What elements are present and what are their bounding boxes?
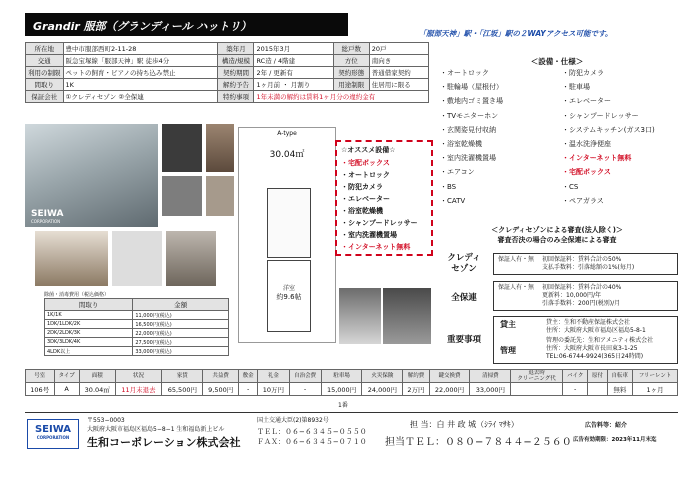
feature-item: ・CATV bbox=[440, 196, 466, 205]
floor-plan-room bbox=[267, 260, 311, 332]
units-cell: 3DK/3LDK/4K bbox=[45, 338, 133, 347]
recommended-title: ☆オススメ設備☆ bbox=[341, 146, 396, 154]
price-header-row bbox=[26, 370, 678, 383]
guarantee-line-text: 支払手数料：引落総額の1%(毎月) bbox=[542, 264, 635, 271]
units-header-cell: 金額 bbox=[133, 299, 229, 311]
toilet-photo bbox=[112, 231, 162, 286]
info-value: 1K bbox=[63, 79, 218, 91]
lessor-line: 住所：大阪府大阪市福島区福島5-8-1 bbox=[546, 327, 646, 334]
price-cell: 11月末退去 bbox=[115, 383, 162, 396]
price-cell: 10万円 bbox=[258, 383, 289, 396]
info-value: ペットの飼育・ピアノの持ち込み禁止 bbox=[63, 67, 218, 79]
company-logo-sub: CORPORATION bbox=[36, 435, 70, 440]
footer bbox=[25, 412, 678, 468]
guarantee-line-tag bbox=[498, 264, 542, 272]
floor-plan-wet-area bbox=[267, 188, 311, 258]
price-cell: 24,000円 bbox=[362, 383, 403, 396]
guarantee-line bbox=[498, 284, 673, 292]
price-header-cell: タイプ bbox=[54, 370, 79, 383]
price-cell: 1ヶ月 bbox=[633, 383, 678, 396]
price-cell: 30.04㎡ bbox=[79, 383, 115, 396]
company-postal: 〒553−0003 bbox=[87, 417, 125, 424]
property-title: Grandir 服部（グランディール ハットリ） bbox=[25, 13, 348, 36]
feature-item: ・浴室乾燥機 bbox=[440, 139, 482, 148]
info-label: 解約予告 bbox=[218, 79, 254, 91]
recommended-list bbox=[341, 157, 427, 253]
floor-type-label: A-type bbox=[277, 130, 297, 137]
units-cell: 16,500円(税込) bbox=[133, 320, 229, 329]
info-value: 豊中市服部西町2-11-28 bbox=[63, 43, 218, 55]
photo-logo-sub: CORPORATION bbox=[31, 219, 61, 224]
units-row bbox=[45, 338, 229, 347]
guarantee-line bbox=[498, 292, 673, 300]
manager-line: 管理の委託先：生和アメニティ株式会社 bbox=[546, 337, 654, 344]
info-label: 特約事項 bbox=[218, 91, 254, 103]
info-label: 利用の制限 bbox=[26, 67, 64, 79]
manager-label: 管理 bbox=[500, 346, 516, 355]
manager-line: 住所：大阪府大阪市長田東3-1-25 bbox=[546, 345, 638, 352]
price-cell bbox=[511, 383, 563, 396]
price-cell: - bbox=[239, 383, 258, 396]
company-address: 大阪府大阪市福島区福島5−8−1 生和福島新上ビル bbox=[87, 426, 225, 433]
price-header-cell: 状況 bbox=[115, 370, 162, 383]
guarantee-line-tag: 保証人有・無 bbox=[498, 284, 535, 291]
price-header-cell: フリーレント bbox=[633, 370, 678, 383]
price-header-cell: 鍵交換費 bbox=[429, 370, 470, 383]
price-header-cell: 火災保険 bbox=[362, 370, 403, 383]
features-panel bbox=[436, 56, 678, 216]
feature-item: ・駐輪場（屋根付） bbox=[440, 83, 503, 92]
feature-item: ・シャンプードレッサー bbox=[562, 111, 639, 120]
feature-item: ・エレベーター bbox=[562, 97, 611, 106]
info-row bbox=[26, 43, 429, 55]
price-cell: 2万円 bbox=[403, 383, 429, 396]
info-label: 用途制限 bbox=[333, 79, 369, 91]
price-cell: 106号 bbox=[26, 383, 55, 396]
price-header-cell: 駐車場 bbox=[321, 370, 362, 383]
juyo-label: 重要事項 bbox=[446, 335, 481, 345]
zenpo-box bbox=[493, 281, 678, 311]
price-cell: 無料 bbox=[607, 383, 633, 396]
guarantee-line-text: 初回保証料：賃料合計の40% bbox=[542, 284, 622, 291]
units-row bbox=[45, 311, 229, 320]
guarantee-line-text: 更新料：10,000円/年 bbox=[542, 292, 602, 299]
price-header-cell: バイク bbox=[562, 370, 587, 383]
lessor-label: 貸主 bbox=[500, 320, 516, 329]
guarantee-line bbox=[498, 300, 673, 308]
info-label: 保証会社 bbox=[26, 91, 64, 103]
recommended-item: ・インターネット無料 bbox=[341, 243, 411, 251]
units-cell: 22,000円(税込) bbox=[133, 329, 229, 338]
company-fax: ＦＡＸ：０６−６３４５−０７１０ bbox=[257, 438, 367, 446]
guarantee-heading bbox=[436, 225, 678, 245]
license-number: 国土交通大臣(2)第8932号 bbox=[257, 417, 329, 424]
units-header-cell: 間取り bbox=[45, 299, 133, 311]
feature-item: ・温水洗浄便座 bbox=[562, 139, 611, 148]
floor-area: 30.04㎡ bbox=[269, 150, 305, 160]
price-cell: - bbox=[562, 383, 587, 396]
company-logo-text: SEIWA bbox=[34, 424, 72, 435]
mailbox-photo bbox=[162, 176, 202, 216]
building-photo bbox=[25, 124, 158, 227]
price-header-cell: 退去時 クリーニング代 bbox=[511, 370, 563, 383]
price-header-cell: 面積 bbox=[79, 370, 115, 383]
price-header-cell: 礼金 bbox=[258, 370, 289, 383]
room-size: 約9.6帖 bbox=[276, 293, 302, 301]
price-header-cell: 号室 bbox=[26, 370, 55, 383]
feature-item: ・CS bbox=[562, 182, 579, 191]
price-header-cell: 自治会費 bbox=[289, 370, 321, 383]
property-info-table bbox=[25, 42, 429, 103]
price-row bbox=[26, 383, 678, 396]
price-header-cell: 家賃 bbox=[162, 370, 203, 383]
info-row bbox=[26, 79, 429, 91]
ad-expiry: 広告有効期限：2023年11月末迄 bbox=[573, 437, 657, 443]
zenpo-label: 全保連 bbox=[451, 293, 477, 303]
info-value: RC造 / 4階建 bbox=[254, 55, 333, 67]
info-label: 交通 bbox=[26, 55, 64, 67]
units-cell: 1DK/1LDK/2K bbox=[45, 320, 133, 329]
units-header-row bbox=[45, 299, 229, 311]
recommended-item: ・室内洗濯機置場 bbox=[341, 231, 397, 239]
guarantee-line bbox=[498, 256, 673, 264]
fee-note: 広告料等：紹介 bbox=[585, 422, 628, 429]
info-label: 契約形態 bbox=[333, 67, 369, 79]
price-cell: 9,500円 bbox=[203, 383, 239, 396]
price-cell: 22,000円 bbox=[429, 383, 470, 396]
info-label: 構造/規模 bbox=[218, 55, 254, 67]
units-cell: 33,000円(税込) bbox=[133, 347, 229, 356]
room-label: 洋室 bbox=[282, 285, 295, 292]
recommended-item: ・浴室乾燥機 bbox=[341, 207, 383, 215]
info-label: 契約期間 bbox=[218, 67, 254, 79]
units-caption: 除菌・消毒費用（税込価格） bbox=[44, 292, 110, 298]
features-left-column bbox=[440, 66, 560, 208]
credit-saison-box bbox=[493, 253, 678, 275]
price-header-cell: 敷金 bbox=[239, 370, 258, 383]
features-right-column bbox=[562, 66, 682, 208]
recommended-item: ・防犯カメラ bbox=[341, 183, 383, 191]
info-value: 住居用に限る bbox=[369, 79, 428, 91]
entrance-photo bbox=[206, 124, 234, 172]
units-row bbox=[45, 347, 229, 356]
lessor-line: 貸主：生和不動産保証株式会社 bbox=[546, 319, 631, 326]
units-cell: 11,000円(税込) bbox=[133, 311, 229, 320]
price-header-cell: 原付 bbox=[588, 370, 607, 383]
guarantee-title-1: ＜クレディセゾンによる審査(法人除く)＞ bbox=[491, 226, 623, 234]
info-row bbox=[26, 55, 429, 67]
features-heading: ＜設備・仕様＞ bbox=[530, 57, 584, 66]
guarantee-line bbox=[498, 264, 673, 272]
feature-item: ・敷地内ゴミ置き場 bbox=[440, 97, 503, 106]
guarantee-line-text: 引落手数料：200円(税別)/月 bbox=[542, 300, 621, 307]
feature-item: ・宅配ボックス bbox=[562, 168, 611, 177]
staff-tel: 担当ＴＥＬ：０８０−７８４４−２５６０ bbox=[385, 437, 572, 448]
feature-item: ・TVモニターホン bbox=[440, 111, 499, 120]
info-label: 築年月 bbox=[218, 43, 254, 55]
recommended-item: ・エレベーター bbox=[341, 195, 390, 203]
credit-saison-lines bbox=[498, 256, 673, 272]
room-photo bbox=[35, 231, 108, 286]
guarantee-line-tag bbox=[498, 292, 542, 300]
price-header-cell: 解約費 bbox=[403, 370, 429, 383]
price-cell: 65,500円 bbox=[162, 383, 203, 396]
price-header-cell: 共益費 bbox=[203, 370, 239, 383]
feature-item: ・駐車場 bbox=[562, 83, 590, 92]
manager-line: TEL:06-6744-9924(365日24時間) bbox=[546, 353, 644, 360]
recommended-features-box bbox=[335, 140, 433, 256]
units-row bbox=[45, 320, 229, 329]
photo-logo: SEIWA bbox=[31, 209, 64, 219]
info-value: 1年未満の解約は賃料1ヶ月分の違約金有 bbox=[254, 91, 429, 103]
units-cell: 27,500円(税込) bbox=[133, 338, 229, 347]
info-label: 総戸数 bbox=[333, 43, 369, 55]
company-logo bbox=[27, 419, 79, 449]
kitchen-photo bbox=[383, 288, 431, 344]
units-cell: 4LDK以上 bbox=[45, 347, 133, 356]
guarantee-title-2: 審査否決の場合のみ全保連による審査 bbox=[497, 236, 617, 244]
info-value: ①クレディセゾン ②全保連 bbox=[63, 91, 218, 103]
price-cell bbox=[588, 383, 607, 396]
info-row bbox=[26, 91, 429, 103]
hall-photo bbox=[206, 176, 234, 216]
info-value: 1ヶ月前 ・ 月割り bbox=[254, 79, 333, 91]
access-note: 「服部天神」駅・「江坂」駅の２WAYアクセス可能です。 bbox=[418, 29, 613, 38]
recommended-item: ・シャンプードレッサー bbox=[341, 219, 418, 227]
price-header-cell: 自転車 bbox=[607, 370, 633, 383]
bath-photo bbox=[166, 231, 216, 286]
price-cell: 33,000円 bbox=[470, 383, 511, 396]
price-footnote: 1番 bbox=[338, 402, 348, 409]
feature-item: ・室内洗濯機置場 bbox=[440, 154, 496, 163]
guarantee-line-text: 初回保証料：賃料合計の50% bbox=[542, 256, 622, 263]
info-value: 2年 / 更新有 bbox=[254, 67, 333, 79]
feature-item: ・エアコン bbox=[440, 168, 475, 177]
price-header-cell: 清掃費 bbox=[470, 370, 511, 383]
recommended-item: ・オートロック bbox=[341, 171, 390, 179]
feature-item: ・BS bbox=[440, 182, 457, 191]
guarantee-line-tag: 保証人有・無 bbox=[498, 256, 535, 263]
credit-saison-label: クレディ セゾン bbox=[447, 253, 481, 274]
info-row bbox=[26, 67, 429, 79]
lessor-lines bbox=[546, 319, 646, 335]
disinfection-fee-table bbox=[44, 298, 229, 356]
recommended-item: ・宅配ボックス bbox=[341, 159, 390, 167]
price-table bbox=[25, 369, 678, 396]
info-value: 2015年3月 bbox=[254, 43, 333, 55]
zenpo-lines bbox=[498, 284, 673, 308]
info-label: 所在地 bbox=[26, 43, 64, 55]
info-value: 20戸 bbox=[369, 43, 428, 55]
floor-plan bbox=[238, 127, 336, 343]
price-cell: 15,000円 bbox=[321, 383, 362, 396]
price-cell: A bbox=[54, 383, 79, 396]
juyo-box bbox=[493, 316, 678, 364]
feature-item: ・玄関姿見付収納 bbox=[440, 125, 496, 134]
staff-name: 担 当：白 井 政 城（ｼﾗｲ ﾏｻｷ） bbox=[410, 420, 519, 429]
feature-item: ・防犯カメラ bbox=[562, 69, 604, 77]
info-label: 方位 bbox=[333, 55, 369, 67]
feature-item: ・ペアガラス bbox=[562, 196, 604, 205]
price-cell: - bbox=[289, 383, 321, 396]
units-cell: 2DK/2LDK/3K bbox=[45, 329, 133, 338]
feature-item: ・インターネット無料 bbox=[562, 154, 632, 163]
manager-lines bbox=[546, 337, 653, 361]
info-value: 南向き bbox=[369, 55, 428, 67]
feature-item: ・オートロック bbox=[440, 69, 489, 77]
shampoo-dresser-photo bbox=[339, 288, 381, 344]
info-value: 普通借家契約 bbox=[369, 67, 428, 79]
info-value: 阪急宝塚線「服部天神」駅 徒歩4分 bbox=[63, 55, 218, 67]
units-row bbox=[45, 329, 229, 338]
company-name: 生和コーポレーション株式会社 bbox=[87, 436, 241, 449]
units-cell: 1K/1K bbox=[45, 311, 133, 320]
info-label: 間取り bbox=[26, 79, 64, 91]
company-tel: ＴＥＬ：０６−６３４５−０５５０ bbox=[257, 428, 367, 436]
feature-item: ・システムキッチン(ガス3口) bbox=[562, 125, 655, 134]
elevator-photo bbox=[162, 124, 202, 172]
guarantee-line-tag bbox=[498, 300, 542, 308]
